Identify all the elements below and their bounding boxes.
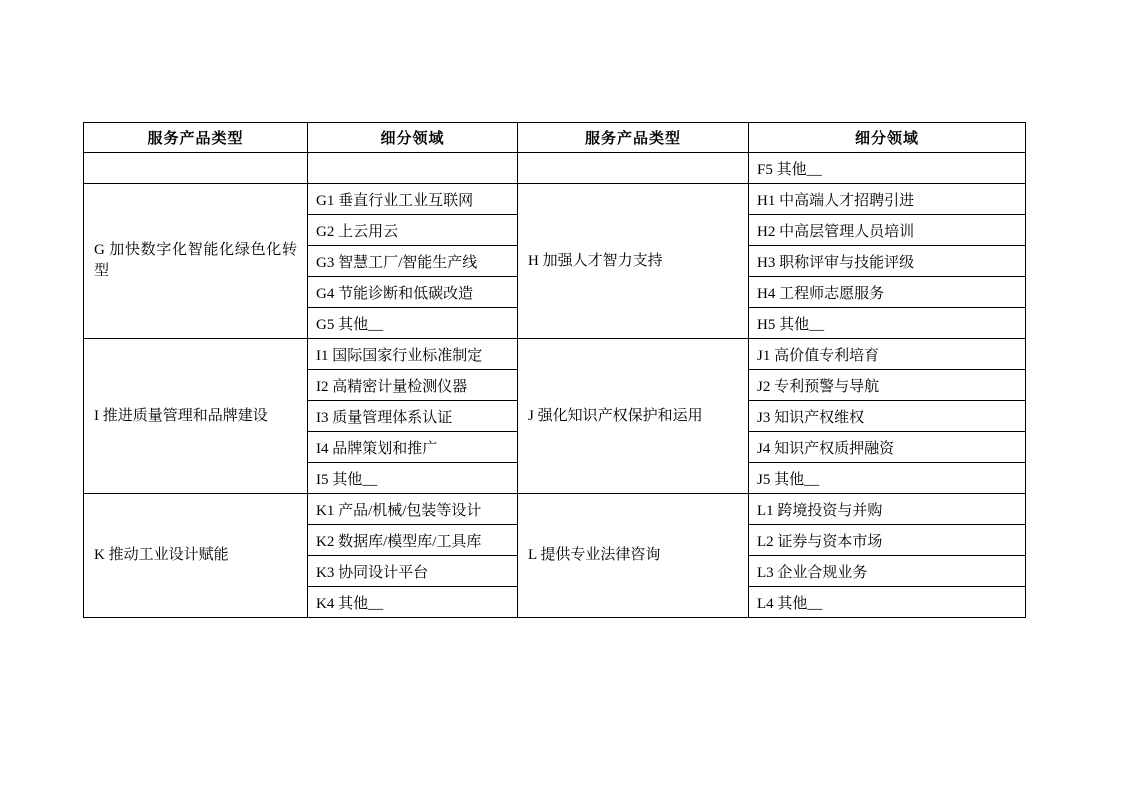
category-cell-j: J 强化知识产权保护和运用 xyxy=(518,339,749,494)
item-cell-j1: J1 高价值专利培育 xyxy=(749,339,1026,370)
header-subfield-left: 细分领域 xyxy=(308,123,518,153)
item-cell-k2: K2 数据库/模型库/工具库 xyxy=(308,525,518,556)
empty-cell xyxy=(308,153,518,184)
item-cell-g2: G2 上云用云 xyxy=(308,215,518,246)
header-subfield-right: 细分领域 xyxy=(749,123,1026,153)
item-cell-g4: G4 节能诊断和低碳改造 xyxy=(308,277,518,308)
table-row-f5 xyxy=(84,153,1026,184)
item-cell-j4: J4 知识产权质押融资 xyxy=(749,432,1026,463)
item-cell-l4: L4 其他__ xyxy=(749,587,1026,618)
item-cell-l1: L1 跨境投资与并购 xyxy=(749,494,1026,525)
item-cell-k4: K4 其他__ xyxy=(308,587,518,618)
header-service-type-left: 服务产品类型 xyxy=(84,123,308,153)
item-cell-g5: G5 其他__ xyxy=(308,308,518,339)
item-cell-h4: H4 工程师志愿服务 xyxy=(749,277,1026,308)
item-cell-g1: G1 垂直行业工业互联网 xyxy=(308,184,518,215)
item-cell-j5: J5 其他__ xyxy=(749,463,1026,494)
item-cell-i1: I1 国际国家行业标准制定 xyxy=(308,339,518,370)
table-row xyxy=(84,184,1026,215)
item-cell-i3: I3 质量管理体系认证 xyxy=(308,401,518,432)
category-cell-g: G 加快数字化智能化绿色化转型 xyxy=(84,184,308,339)
item-cell-h3: H3 职称评审与技能评级 xyxy=(749,246,1026,277)
item-cell-h2: H2 中高层管理人员培训 xyxy=(749,215,1026,246)
item-cell-h1: H1 中高端人才招聘引进 xyxy=(749,184,1026,215)
item-cell-g3: G3 智慧工厂/智能生产线 xyxy=(308,246,518,277)
item-cell-j2: J2 专利预警与导航 xyxy=(749,370,1026,401)
table-row xyxy=(84,339,1026,370)
item-cell-l2: L2 证券与资本市场 xyxy=(749,525,1026,556)
table-row xyxy=(84,494,1026,525)
category-cell-k: K 推动工业设计赋能 xyxy=(84,494,308,618)
header-service-type-right: 服务产品类型 xyxy=(518,123,749,153)
item-cell-l3: L3 企业合规业务 xyxy=(749,556,1026,587)
item-cell-k3: K3 协同设计平台 xyxy=(308,556,518,587)
item-cell-h5: H5 其他__ xyxy=(749,308,1026,339)
item-cell-i2: I2 高精密计量检测仪器 xyxy=(308,370,518,401)
item-cell-k1: K1 产品/机械/包装等设计 xyxy=(308,494,518,525)
table-header-row xyxy=(84,123,1026,153)
empty-cell xyxy=(84,153,308,184)
item-cell-i4: I4 品牌策划和推广 xyxy=(308,432,518,463)
service-products-table xyxy=(83,122,1026,618)
empty-cell xyxy=(518,153,749,184)
category-cell-l: L 提供专业法律咨询 xyxy=(518,494,749,618)
category-cell-i: I 推进质量管理和品牌建设 xyxy=(84,339,308,494)
item-cell-j3: J3 知识产权维权 xyxy=(749,401,1026,432)
category-cell-h: H 加强人才智力支持 xyxy=(518,184,749,339)
item-cell-f5: F5 其他__ xyxy=(749,153,1026,184)
item-cell-i5: I5 其他__ xyxy=(308,463,518,494)
